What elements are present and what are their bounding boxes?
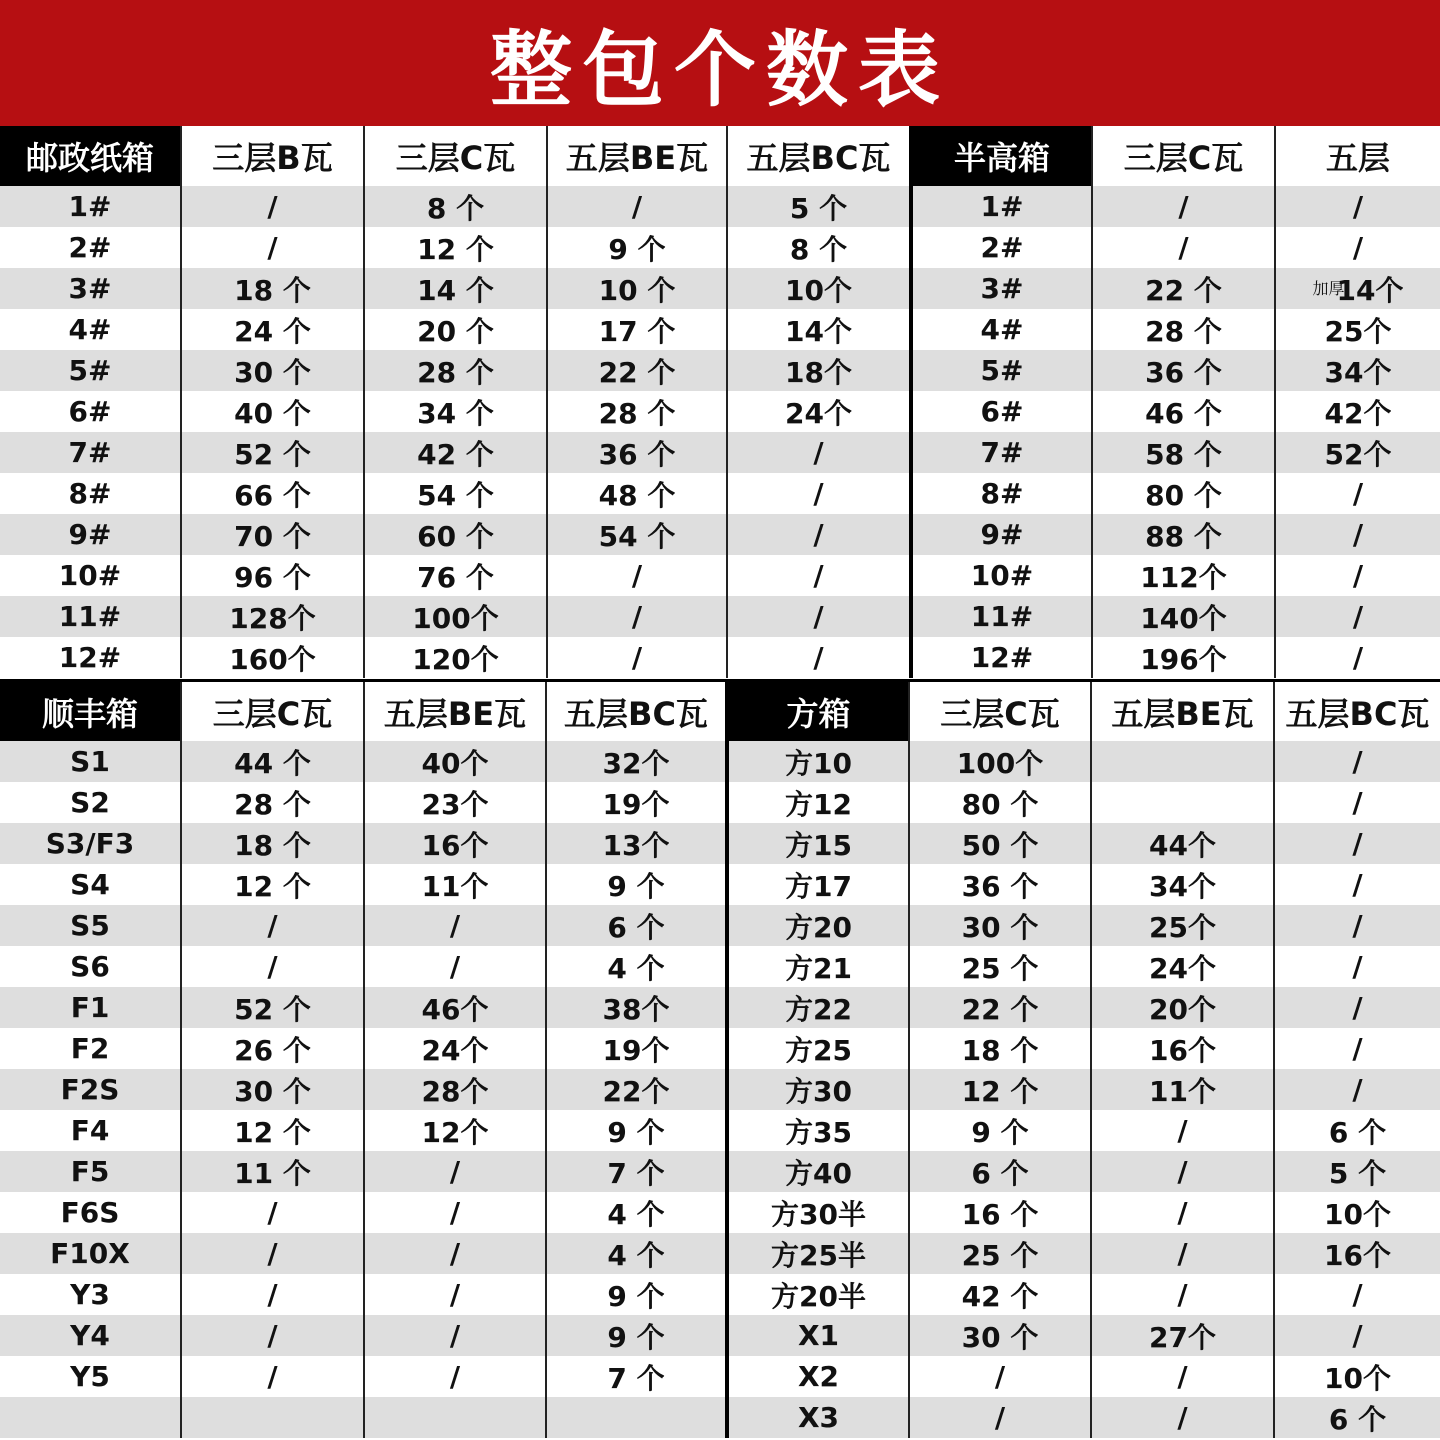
table-cell: / (1091, 227, 1274, 268)
row-label-cell: Y4 (0, 1315, 180, 1356)
table-cell: / (1273, 1069, 1440, 1110)
table-cell: 12 个 (180, 864, 363, 905)
row-label-cell: 方25半 (725, 1233, 908, 1274)
table-cell: 12 个 (908, 1069, 1090, 1110)
table-cell: / (726, 555, 909, 596)
table-cell: 60 个 (363, 514, 546, 555)
table-cell: / (180, 946, 363, 987)
table-cell: / (1090, 1397, 1273, 1438)
row-label-cell: 9# (909, 514, 1091, 555)
table-cell: / (726, 514, 909, 555)
table-cell: 9 个 (545, 1315, 725, 1356)
table-cell: / (1090, 1274, 1273, 1315)
table-cell: 30 个 (180, 1069, 363, 1110)
table-cell (1090, 741, 1273, 782)
row-label-cell: 4# (0, 309, 180, 350)
table-cell: / (180, 1233, 363, 1274)
row-label-cell: F2 (0, 1028, 180, 1069)
row-label-cell: 方15 (725, 823, 908, 864)
table-cell: 22 个 (908, 987, 1090, 1028)
table-cell: 50 个 (908, 823, 1090, 864)
table-cell: / (1274, 473, 1440, 514)
row-label-cell: 方12 (725, 782, 908, 823)
row-label-cell: 11# (0, 596, 180, 637)
table-cell: 19个 (545, 782, 725, 823)
column-header: 三层B瓦 (180, 126, 363, 186)
table-cell: 28 个 (363, 350, 546, 391)
table-cell: 120个 (363, 637, 546, 678)
table-cell: 128个 (180, 596, 363, 637)
row-label-cell: S4 (0, 864, 180, 905)
row-label-cell: F4 (0, 1110, 180, 1151)
column-header: 五层BC瓦 (1273, 682, 1440, 741)
table-cell (1274, 268, 1440, 309)
table-cell: / (1090, 1233, 1273, 1274)
table-cell: 18个 (726, 350, 909, 391)
table-cell: 42 个 (363, 432, 546, 473)
table-cell: 20个 (1090, 987, 1273, 1028)
table-cell: 16 个 (908, 1192, 1090, 1233)
row-label-cell: 方20半 (725, 1274, 908, 1315)
table-cell: 5 个 (726, 186, 909, 227)
table-cell: / (180, 227, 363, 268)
table-cell: 32个 (545, 741, 725, 782)
table-cell: / (1090, 1151, 1273, 1192)
table-cell: 34个 (1274, 350, 1440, 391)
table-cell: 196个 (1091, 637, 1274, 678)
table-cell: 8 个 (726, 227, 909, 268)
column-header: 半高箱 (909, 126, 1091, 186)
row-label-cell: X1 (725, 1315, 908, 1356)
table-cell: / (1274, 514, 1440, 555)
table-cell: / (1091, 186, 1274, 227)
table-cell: 66 个 (180, 473, 363, 514)
table-cell: 6 个 (1273, 1110, 1440, 1151)
table-cell: 7 个 (545, 1151, 725, 1192)
table-cell: 6 个 (1273, 1397, 1440, 1438)
table-cell: / (546, 596, 726, 637)
table-cell: / (1090, 1356, 1273, 1397)
table-cell: 48 个 (546, 473, 726, 514)
row-label-cell: F10X (0, 1233, 180, 1274)
row-label-cell: X3 (725, 1397, 908, 1438)
table-cell: / (546, 186, 726, 227)
table-cell: 54 个 (363, 473, 546, 514)
table-cell: 36 个 (908, 864, 1090, 905)
table-cell: 54 个 (546, 514, 726, 555)
table-cell: / (726, 637, 909, 678)
column-header: 五层BC瓦 (726, 126, 909, 186)
table-cell: 25个 (1090, 905, 1273, 946)
row-label-cell: F6S (0, 1192, 180, 1233)
table-cell: 96 个 (180, 555, 363, 596)
row-label-cell: 方30半 (725, 1192, 908, 1233)
table-cell: 10个 (726, 268, 909, 309)
row-label-cell: S3/F3 (0, 823, 180, 864)
table-cell: 30 个 (908, 905, 1090, 946)
row-label-cell: 方21 (725, 946, 908, 987)
row-label-cell: 5# (909, 350, 1091, 391)
table-cell: 20 个 (363, 309, 546, 350)
table-cell: / (180, 1356, 363, 1397)
table-cell: 13个 (545, 823, 725, 864)
column-header: 三层C瓦 (180, 682, 363, 741)
table-cell: 25 个 (908, 1233, 1090, 1274)
row-label-cell: 8# (909, 473, 1091, 514)
table-cell: 10个 (1273, 1192, 1440, 1233)
table-cell: / (726, 432, 909, 473)
table-cell: 9 个 (545, 1274, 725, 1315)
row-label-cell: S6 (0, 946, 180, 987)
table-cell: / (363, 1356, 545, 1397)
table-cell: 16个 (1273, 1233, 1440, 1274)
table-cell: 24个 (726, 391, 909, 432)
table-cell: 28 个 (546, 391, 726, 432)
row-label-cell: 1# (0, 186, 180, 227)
table-cell: / (180, 905, 363, 946)
row-label-cell: 方40 (725, 1151, 908, 1192)
table-cell: 25 个 (908, 946, 1090, 987)
title-banner (0, 0, 1440, 126)
sf-box-table (0, 682, 1440, 1438)
table-cell: 42 个 (908, 1274, 1090, 1315)
table-cell: / (1274, 555, 1440, 596)
table-cell: 24 个 (180, 309, 363, 350)
table-cell: 18 个 (908, 1028, 1090, 1069)
table-cell: / (363, 1315, 545, 1356)
table-cell: / (1273, 823, 1440, 864)
table-cell: 34 个 (363, 391, 546, 432)
table-cell: / (1273, 1028, 1440, 1069)
table-cell (180, 1397, 363, 1438)
table-cell: 40 个 (180, 391, 363, 432)
table-cell: 18 个 (180, 823, 363, 864)
row-label-cell: S1 (0, 741, 180, 782)
column-header: 三层C瓦 (908, 682, 1090, 741)
row-label-cell: 方22 (725, 987, 908, 1028)
table-cell: / (180, 1274, 363, 1315)
table-cell: 10 个 (546, 268, 726, 309)
table-cell: 9 个 (545, 1110, 725, 1151)
table-cell: 14个 (726, 309, 909, 350)
row-label-cell: 7# (909, 432, 1091, 473)
table-cell: / (363, 946, 545, 987)
table-cell: 52个 (1274, 432, 1440, 473)
row-label-cell: Y3 (0, 1274, 180, 1315)
table-cell: 70 个 (180, 514, 363, 555)
table-cell: / (1274, 637, 1440, 678)
row-label-cell: S2 (0, 782, 180, 823)
cell-value: 14个 (1336, 273, 1404, 307)
table-cell: 12 个 (363, 227, 546, 268)
table-cell: 9 个 (908, 1110, 1090, 1151)
table-cell: / (1273, 946, 1440, 987)
row-label-cell: 1# (909, 186, 1091, 227)
table-cell: 36 个 (1091, 350, 1274, 391)
table-cell: 160个 (180, 637, 363, 678)
row-label-cell: 6# (909, 391, 1091, 432)
table-cell: 4 个 (545, 1233, 725, 1274)
table-cell: / (363, 905, 545, 946)
table-cell: 4 个 (545, 1192, 725, 1233)
table-cell: 24个 (1090, 946, 1273, 987)
table-cell: 100个 (363, 596, 546, 637)
table-cell: / (1090, 1110, 1273, 1151)
table-cell: 52 个 (180, 987, 363, 1028)
table-cell: 16个 (363, 823, 545, 864)
row-label-cell: 5# (0, 350, 180, 391)
table-cell: / (1273, 1315, 1440, 1356)
table-cell: 58 个 (1091, 432, 1274, 473)
table-cell: / (1273, 782, 1440, 823)
table-cell: 18 个 (180, 268, 363, 309)
table-cell: 14 个 (363, 268, 546, 309)
column-header: 五层BE瓦 (546, 126, 726, 186)
table-cell: 5 个 (1273, 1151, 1440, 1192)
table-cell: / (1273, 741, 1440, 782)
row-label-cell: 8# (0, 473, 180, 514)
table-cell: / (908, 1356, 1090, 1397)
row-label-cell: 3# (909, 268, 1091, 309)
table-cell: 9 个 (546, 227, 726, 268)
table-cell: / (180, 1192, 363, 1233)
table-cell: 26 个 (180, 1028, 363, 1069)
table-cell: / (1274, 186, 1440, 227)
row-label-cell: 10# (909, 555, 1091, 596)
row-label-cell: 方25 (725, 1028, 908, 1069)
table-cell: 11 个 (180, 1151, 363, 1192)
table-cell: / (180, 186, 363, 227)
table-cell: / (1274, 227, 1440, 268)
column-header: 邮政纸箱 (0, 126, 180, 186)
table-cell: 22个 (545, 1069, 725, 1110)
column-header: 五层BE瓦 (363, 682, 545, 741)
table-cell: / (908, 1397, 1090, 1438)
table-cell: / (1090, 1192, 1273, 1233)
table-cell: 19个 (545, 1028, 725, 1069)
table-cell: / (546, 555, 726, 596)
row-label-cell: S5 (0, 905, 180, 946)
column-header: 方箱 (725, 682, 908, 741)
row-label-cell: 方10 (725, 741, 908, 782)
table-cell: / (363, 1233, 545, 1274)
table-cell: / (1273, 1274, 1440, 1315)
table-cell: 140个 (1091, 596, 1274, 637)
thickened-note: 加厚 (1312, 278, 1345, 298)
table-cell: / (363, 1274, 545, 1315)
table-cell (363, 1397, 545, 1438)
table-cell: 42个 (1274, 391, 1440, 432)
table-cell: 44个 (1090, 823, 1273, 864)
column-header: 五层BE瓦 (1090, 682, 1273, 741)
table-cell: 10个 (1273, 1356, 1440, 1397)
row-label-cell: F1 (0, 987, 180, 1028)
table-cell: 12个 (363, 1110, 545, 1151)
column-header: 五层 (1274, 126, 1440, 186)
table-cell: 30 个 (908, 1315, 1090, 1356)
row-label-cell: 12# (909, 637, 1091, 678)
row-label-cell (0, 1397, 180, 1438)
table-cell: 12 个 (180, 1110, 363, 1151)
table-cell: 38个 (545, 987, 725, 1028)
row-label-cell: 4# (909, 309, 1091, 350)
table-cell: 11个 (1090, 1069, 1273, 1110)
table-cell: 46 个 (1091, 391, 1274, 432)
table-cell: 22 个 (1091, 268, 1274, 309)
table-cell: 40个 (363, 741, 545, 782)
column-header: 顺丰箱 (0, 682, 180, 741)
table-cell: / (726, 596, 909, 637)
table-cell: / (1273, 987, 1440, 1028)
row-label-cell: 12# (0, 637, 180, 678)
row-label-cell: 9# (0, 514, 180, 555)
row-label-cell: 方20 (725, 905, 908, 946)
postal-box-table (0, 126, 1440, 678)
column-header: 五层BC瓦 (545, 682, 725, 741)
table-cell: / (363, 1151, 545, 1192)
table-cell (545, 1397, 725, 1438)
column-header: 三层C瓦 (363, 126, 546, 186)
table-cell: 22 个 (546, 350, 726, 391)
row-label-cell: 2# (0, 227, 180, 268)
table-cell: / (180, 1315, 363, 1356)
table-cell: 52 个 (180, 432, 363, 473)
table-cell: 112个 (1091, 555, 1274, 596)
table-cell: 44 个 (180, 741, 363, 782)
table-cell: 6 个 (908, 1151, 1090, 1192)
table-cell: 28 个 (180, 782, 363, 823)
column-header: 三层C瓦 (1091, 126, 1274, 186)
row-label-cell: F5 (0, 1151, 180, 1192)
row-label-cell: X2 (725, 1356, 908, 1397)
row-label-cell: F2S (0, 1069, 180, 1110)
table-cell: / (726, 473, 909, 514)
row-label-cell: 2# (909, 227, 1091, 268)
table-cell: / (546, 637, 726, 678)
table-cell: 4 个 (545, 946, 725, 987)
row-label-cell: 6# (0, 391, 180, 432)
table-cell: 17 个 (546, 309, 726, 350)
table-cell: 7 个 (545, 1356, 725, 1397)
row-label-cell: 3# (0, 268, 180, 309)
table-cell: 11个 (363, 864, 545, 905)
table-cell: 30 个 (180, 350, 363, 391)
row-label-cell: 方17 (725, 864, 908, 905)
row-label-cell: 11# (909, 596, 1091, 637)
table-cell: 34个 (1090, 864, 1273, 905)
table-cell: / (363, 1192, 545, 1233)
table-cell: / (1273, 864, 1440, 905)
table-cell: 16个 (1090, 1028, 1273, 1069)
row-label-cell: 方35 (725, 1110, 908, 1151)
table-cell: 28个 (363, 1069, 545, 1110)
table-cell: 46个 (363, 987, 545, 1028)
table-cell: 9 个 (545, 864, 725, 905)
row-label-cell: Y5 (0, 1356, 180, 1397)
table-cell: 27个 (1090, 1315, 1273, 1356)
table-cell: 25个 (1274, 309, 1440, 350)
table-cell: 24个 (363, 1028, 545, 1069)
table-cell: 76 个 (363, 555, 546, 596)
row-label-cell: 方30 (725, 1069, 908, 1110)
table-cell: 28 个 (1091, 309, 1274, 350)
table-cell: 100个 (908, 741, 1090, 782)
page-title: 整包个数表 (489, 22, 950, 118)
table-cell: 36 个 (546, 432, 726, 473)
table-cell: 23个 (363, 782, 545, 823)
table-cell: 80 个 (908, 782, 1090, 823)
table-cell: / (1273, 905, 1440, 946)
table-cell: / (1274, 596, 1440, 637)
table-cell: 6 个 (545, 905, 725, 946)
table-cell: 88 个 (1091, 514, 1274, 555)
row-label-cell: 10# (0, 555, 180, 596)
table-cell: 80 个 (1091, 473, 1274, 514)
table-cell: 8 个 (363, 186, 546, 227)
row-label-cell: 7# (0, 432, 180, 473)
table-cell (1090, 782, 1273, 823)
